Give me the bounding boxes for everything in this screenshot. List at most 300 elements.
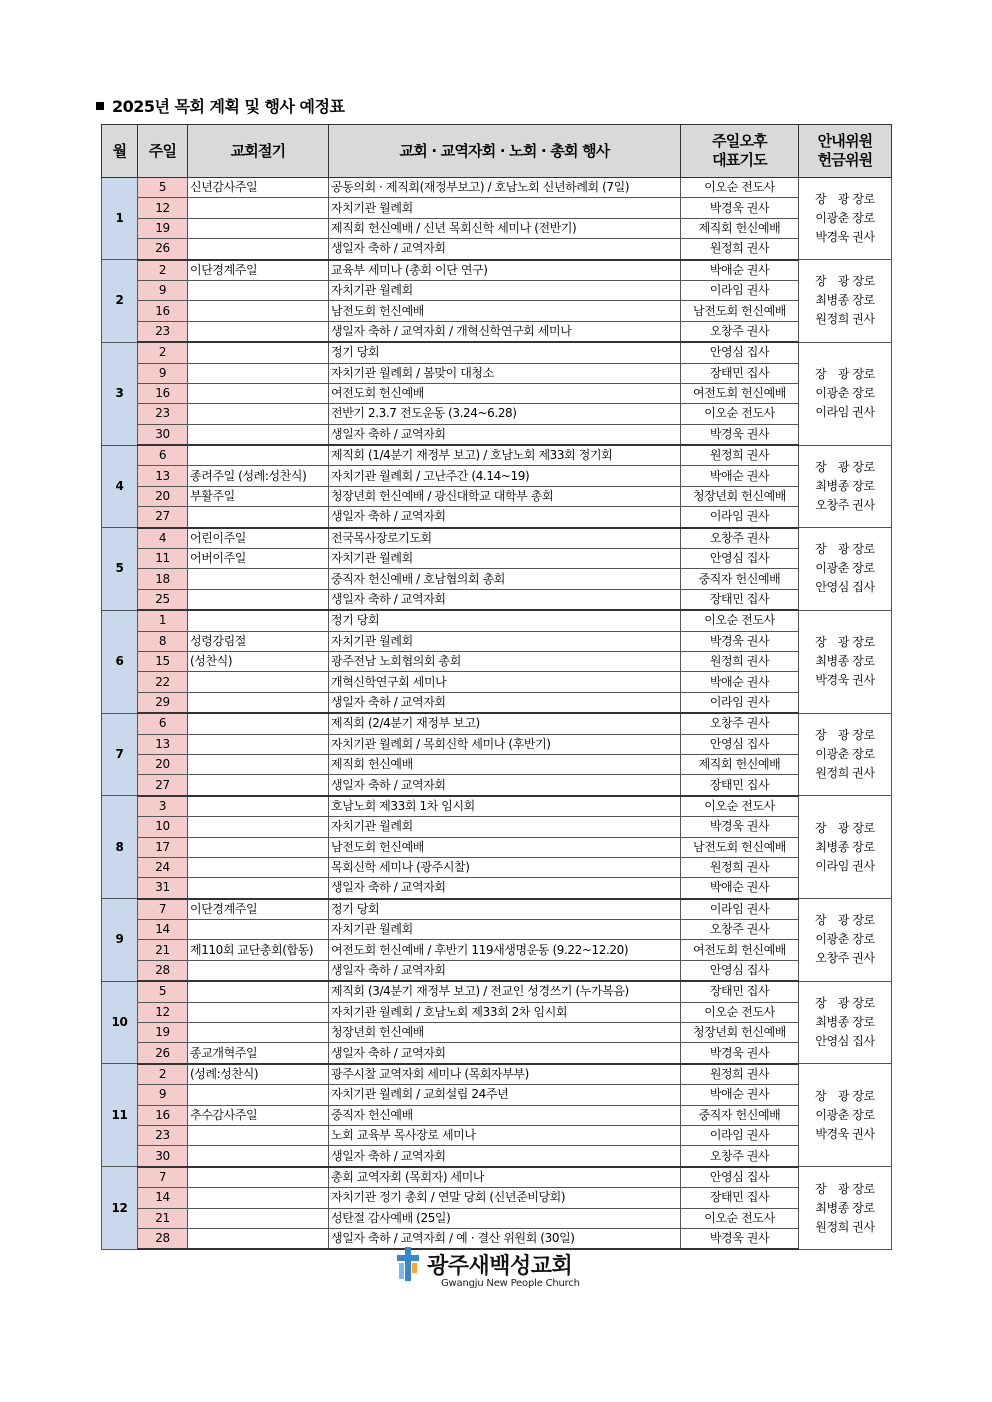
usher-name: 이광춘 장로 bbox=[815, 561, 875, 576]
week-cell: 15 bbox=[138, 651, 188, 671]
week-cell: 26 bbox=[138, 1043, 188, 1064]
prayer-leader-cell: 원정희 권사 bbox=[681, 1064, 799, 1085]
event-cell: 자치기관 정기 총회 / 연말 당회 (신년준비당회) bbox=[329, 1188, 681, 1208]
table-row bbox=[102, 713, 892, 734]
week-cell: 31 bbox=[138, 878, 188, 899]
season-cell bbox=[188, 198, 329, 218]
season-cell: 종교개혁주일 bbox=[188, 1043, 329, 1064]
week-cell: 14 bbox=[138, 920, 188, 940]
header-ushers bbox=[799, 125, 892, 178]
week-cell: 6 bbox=[138, 713, 188, 734]
table-row bbox=[102, 837, 892, 857]
usher-name: 최병종 장로 bbox=[815, 654, 875, 669]
header-leader-line1: 주일오후 bbox=[712, 132, 767, 150]
event-cell: 여전도회 헌신예배 / 후반기 119새생명운동 (9.22~12.20) bbox=[329, 940, 681, 960]
page-title bbox=[96, 94, 344, 117]
season-cell: 어버이주일 bbox=[188, 549, 329, 569]
ushers-cell bbox=[799, 1167, 892, 1250]
event-cell: 제직회 (2/4분기 재정부 보고) bbox=[329, 713, 681, 734]
season-cell bbox=[188, 424, 329, 445]
season-cell bbox=[188, 610, 329, 631]
event-cell: 정기 당회 bbox=[329, 342, 681, 363]
ushers-cell bbox=[799, 178, 892, 260]
week-cell: 3 bbox=[138, 796, 188, 817]
month-cell: 2 bbox=[102, 260, 138, 343]
season-cell bbox=[188, 796, 329, 817]
event-cell: 자치기관 월례회 / 봄맞이 대청소 bbox=[329, 363, 681, 383]
ushers-cell bbox=[799, 981, 892, 1064]
table-row bbox=[102, 817, 892, 837]
event-cell: 제직회 (1/4분기 재정부 보고) / 호남노회 제33회 정기회 bbox=[329, 445, 681, 466]
event-cell: 중직자 헌신예배 bbox=[329, 1105, 681, 1125]
week-cell: 16 bbox=[138, 1105, 188, 1125]
week-cell: 16 bbox=[138, 301, 188, 321]
usher-name: 장 광 장로 bbox=[815, 727, 875, 742]
event-cell: 전국목사장로기도회 bbox=[329, 528, 681, 549]
usher-name: 장 광 장로 bbox=[815, 1088, 875, 1103]
event-cell: 생일자 축하 / 교역자회 bbox=[329, 1043, 681, 1064]
event-cell: 광주시찰 교역자회 세미나 (목회자부부) bbox=[329, 1064, 681, 1085]
event-cell: 생일자 축하 / 교역자회 bbox=[329, 424, 681, 445]
usher-name: 이라임 권사 bbox=[815, 405, 875, 420]
season-cell bbox=[188, 280, 329, 300]
prayer-leader-cell: 오창주 권사 bbox=[681, 920, 799, 940]
prayer-leader-cell: 원정희 권사 bbox=[681, 857, 799, 877]
season-cell: (성찬식) bbox=[188, 651, 329, 671]
table-row bbox=[102, 1085, 892, 1105]
ushers-cell bbox=[799, 260, 892, 343]
event-cell: 호남노회 제33회 1차 임시회 bbox=[329, 796, 681, 817]
week-cell: 5 bbox=[138, 981, 188, 1002]
prayer-leader-cell: 이라임 권사 bbox=[681, 692, 799, 713]
prayer-leader-cell: 박경욱 권사 bbox=[681, 424, 799, 445]
event-cell: 제직회 헌신예배 bbox=[329, 754, 681, 774]
prayer-leader-cell: 원정희 권사 bbox=[681, 445, 799, 466]
usher-name: 장 광 장로 bbox=[815, 459, 875, 474]
season-cell bbox=[188, 734, 329, 754]
table-row bbox=[102, 610, 892, 631]
season-cell bbox=[188, 218, 329, 238]
week-cell: 24 bbox=[138, 857, 188, 877]
week-cell: 27 bbox=[138, 775, 188, 796]
season-cell: 부활주일 bbox=[188, 486, 329, 506]
event-cell: 개혁신학연구회 세미나 bbox=[329, 672, 681, 692]
church-logo bbox=[397, 1247, 597, 1293]
season-cell bbox=[188, 404, 329, 424]
week-cell: 20 bbox=[138, 754, 188, 774]
table-row bbox=[102, 239, 892, 260]
season-cell bbox=[188, 342, 329, 363]
season-cell bbox=[188, 878, 329, 899]
week-cell: 18 bbox=[138, 569, 188, 589]
week-cell: 28 bbox=[138, 1228, 188, 1249]
week-cell: 2 bbox=[138, 1064, 188, 1085]
season-cell bbox=[188, 692, 329, 713]
month-cell: 8 bbox=[102, 796, 138, 899]
usher-name: 최병종 장로 bbox=[815, 478, 875, 493]
week-cell: 21 bbox=[138, 940, 188, 960]
event-cell: 여전도회 헌신예배 bbox=[329, 383, 681, 403]
prayer-leader-cell: 박경욱 권사 bbox=[681, 631, 799, 651]
event-cell: 자치기관 월례회 / 목회신학 세미나 (후반기) bbox=[329, 734, 681, 754]
table-row bbox=[102, 940, 892, 960]
week-cell: 14 bbox=[138, 1188, 188, 1208]
month-cell: 1 bbox=[102, 178, 138, 260]
usher-name: 박경욱 권사 bbox=[815, 1126, 875, 1141]
table-row bbox=[102, 404, 892, 424]
table-row bbox=[102, 1125, 892, 1145]
week-cell: 7 bbox=[138, 899, 188, 920]
table-row bbox=[102, 1064, 892, 1085]
usher-name: 안영심 집사 bbox=[815, 1034, 875, 1049]
week-cell: 2 bbox=[138, 260, 188, 281]
header-ushers-line1: 안내위원 bbox=[817, 132, 873, 150]
event-cell: 목회신학 세미나 (광주시찰) bbox=[329, 857, 681, 877]
ushers-cell bbox=[799, 713, 892, 796]
event-cell: 자치기관 월례회 bbox=[329, 817, 681, 837]
prayer-leader-cell: 오창주 권사 bbox=[681, 528, 799, 549]
table-row bbox=[102, 424, 892, 445]
table-row bbox=[102, 466, 892, 486]
week-cell: 30 bbox=[138, 424, 188, 445]
prayer-leader-cell: 이라임 권사 bbox=[681, 899, 799, 920]
prayer-leader-cell: 여전도회 헌신예배 bbox=[681, 383, 799, 403]
event-cell: 생일자 축하 / 교역자회 bbox=[329, 775, 681, 796]
week-cell: 9 bbox=[138, 1085, 188, 1105]
week-cell: 19 bbox=[138, 218, 188, 238]
square-bullet-icon bbox=[96, 102, 104, 110]
prayer-leader-cell: 중직자 헌신예배 bbox=[681, 569, 799, 589]
month-cell: 4 bbox=[102, 445, 138, 528]
prayer-leader-cell: 박경욱 권사 bbox=[681, 198, 799, 218]
ushers-cell bbox=[799, 796, 892, 899]
table-row bbox=[102, 960, 892, 981]
week-cell: 19 bbox=[138, 1023, 188, 1043]
prayer-leader-cell: 박애순 권사 bbox=[681, 878, 799, 899]
event-cell: 청장년회 헌신예배 / 광신대학교 대학부 총회 bbox=[329, 486, 681, 506]
week-cell: 6 bbox=[138, 445, 188, 466]
prayer-leader-cell: 제직회 헌신예배 bbox=[681, 754, 799, 774]
prayer-leader-cell: 박애순 권사 bbox=[681, 672, 799, 692]
event-cell: 생일자 축하 / 교역자회 bbox=[329, 507, 681, 528]
usher-name: 원정희 권사 bbox=[815, 1219, 875, 1234]
season-cell bbox=[188, 981, 329, 1002]
week-cell: 26 bbox=[138, 239, 188, 260]
table-row bbox=[102, 342, 892, 363]
usher-name: 장 광 장로 bbox=[815, 913, 875, 928]
week-cell: 5 bbox=[138, 178, 188, 198]
event-cell: 생일자 축하 / 교역자회 bbox=[329, 589, 681, 610]
season-cell bbox=[188, 713, 329, 734]
table-row bbox=[102, 178, 892, 198]
month-cell: 11 bbox=[102, 1064, 138, 1167]
month-cell: 9 bbox=[102, 899, 138, 982]
season-cell bbox=[188, 1188, 329, 1208]
prayer-leader-cell: 안영심 집사 bbox=[681, 549, 799, 569]
week-cell: 12 bbox=[138, 198, 188, 218]
table-row bbox=[102, 981, 892, 1002]
event-cell: 자치기관 월례회 bbox=[329, 549, 681, 569]
season-cell: (성례:성찬식) bbox=[188, 1064, 329, 1085]
prayer-leader-cell: 안영심 집사 bbox=[681, 960, 799, 981]
usher-name: 장 광 장로 bbox=[815, 635, 875, 650]
season-cell bbox=[188, 301, 329, 321]
season-cell bbox=[188, 445, 329, 466]
week-cell: 1 bbox=[138, 610, 188, 631]
usher-name: 이광춘 장로 bbox=[815, 386, 875, 401]
prayer-leader-cell: 박경욱 권사 bbox=[681, 1228, 799, 1249]
table-row bbox=[102, 363, 892, 383]
table-row bbox=[102, 549, 892, 569]
season-cell bbox=[188, 1146, 329, 1167]
event-cell: 자치기관 월례회 bbox=[329, 280, 681, 300]
season-cell bbox=[188, 754, 329, 774]
title-text: 2025년 목회 계획 및 행사 예정표 bbox=[112, 97, 345, 116]
event-cell: 제직회 (3/4분기 재정부 보고) / 전교인 성경쓰기 (누가복음) bbox=[329, 981, 681, 1002]
event-cell: 광주전남 노회협의회 총회 bbox=[329, 651, 681, 671]
week-cell: 22 bbox=[138, 672, 188, 692]
week-cell: 23 bbox=[138, 1125, 188, 1145]
season-cell: 어린이주일 bbox=[188, 528, 329, 549]
season-cell bbox=[188, 239, 329, 260]
week-cell: 29 bbox=[138, 692, 188, 713]
week-cell: 20 bbox=[138, 486, 188, 506]
month-cell: 7 bbox=[102, 713, 138, 796]
event-cell: 제직회 헌신예배 / 신년 목회신학 세미나 (전반기) bbox=[329, 218, 681, 238]
prayer-leader-cell: 중직자 헌신예배 bbox=[681, 1105, 799, 1125]
event-cell: 자치기관 월례회 / 호남노회 제33회 2차 임시회 bbox=[329, 1002, 681, 1022]
usher-name: 최병종 장로 bbox=[815, 293, 875, 308]
season-cell bbox=[188, 1085, 329, 1105]
event-cell: 생일자 축하 / 교역자회 / 개혁신학연구회 세미나 bbox=[329, 321, 681, 342]
prayer-leader-cell: 이오순 전도사 bbox=[681, 796, 799, 817]
prayer-leader-cell: 청장년회 헌신예배 bbox=[681, 486, 799, 506]
event-cell: 정기 당회 bbox=[329, 899, 681, 920]
table-row bbox=[102, 589, 892, 610]
prayer-leader-cell: 청장년회 헌신예배 bbox=[681, 1023, 799, 1043]
prayer-leader-cell: 제직회 헌신예배 bbox=[681, 218, 799, 238]
prayer-leader-cell: 박애순 권사 bbox=[681, 1085, 799, 1105]
table-row bbox=[102, 260, 892, 281]
table-row bbox=[102, 1146, 892, 1167]
usher-name: 박경욱 권사 bbox=[815, 230, 875, 245]
event-cell: 자치기관 월례회 / 교회설립 24주년 bbox=[329, 1085, 681, 1105]
event-cell: 생일자 축하 / 교역자회 bbox=[329, 692, 681, 713]
usher-name: 원정희 권사 bbox=[815, 312, 875, 327]
usher-name: 이라임 권사 bbox=[815, 858, 875, 873]
table-row bbox=[102, 754, 892, 774]
schedule-body bbox=[102, 178, 892, 1250]
event-cell: 성탄절 감사예배 (25일) bbox=[329, 1208, 681, 1228]
week-cell: 23 bbox=[138, 321, 188, 342]
usher-name: 오창주 권사 bbox=[815, 951, 875, 966]
header-leader-line2: 대표기도 bbox=[712, 151, 767, 169]
event-cell: 생일자 축하 / 교역자회 bbox=[329, 1146, 681, 1167]
season-cell bbox=[188, 1208, 329, 1228]
week-cell: 8 bbox=[138, 631, 188, 651]
week-cell: 9 bbox=[138, 280, 188, 300]
event-cell: 생일자 축하 / 교역자회 bbox=[329, 960, 681, 981]
prayer-leader-cell: 박애순 권사 bbox=[681, 466, 799, 486]
prayer-leader-cell: 남전도회 헌신예배 bbox=[681, 301, 799, 321]
month-cell: 10 bbox=[102, 981, 138, 1064]
usher-name: 장 광 장로 bbox=[815, 820, 875, 835]
season-cell: 종려주일 (성례:성찬식) bbox=[188, 466, 329, 486]
season-cell bbox=[188, 363, 329, 383]
table-row bbox=[102, 1167, 892, 1188]
prayer-leader-cell: 오창주 권사 bbox=[681, 713, 799, 734]
event-cell: 중직자 헌신예배 / 호남협의회 총회 bbox=[329, 569, 681, 589]
table-row bbox=[102, 1043, 892, 1064]
prayer-leader-cell: 이오순 전도사 bbox=[681, 1208, 799, 1228]
prayer-leader-cell: 이오순 전도사 bbox=[681, 610, 799, 631]
event-cell: 정기 당회 bbox=[329, 610, 681, 631]
usher-name: 이광춘 장로 bbox=[815, 932, 875, 947]
usher-name: 안영심 집사 bbox=[815, 580, 875, 595]
event-cell: 남전도회 헌신예배 bbox=[329, 837, 681, 857]
table-row bbox=[102, 1188, 892, 1208]
month-cell: 12 bbox=[102, 1167, 138, 1250]
season-cell bbox=[188, 672, 329, 692]
usher-name: 최병종 장로 bbox=[815, 1015, 875, 1030]
table-row bbox=[102, 899, 892, 920]
season-cell bbox=[188, 1002, 329, 1022]
church-name: 광주새백성교회 bbox=[427, 1254, 573, 1279]
table-row bbox=[102, 218, 892, 238]
week-cell: 13 bbox=[138, 466, 188, 486]
ushers-cell bbox=[799, 610, 892, 713]
season-cell bbox=[188, 960, 329, 981]
prayer-leader-cell: 남전도회 헌신예배 bbox=[681, 837, 799, 857]
week-cell: 9 bbox=[138, 363, 188, 383]
season-cell bbox=[188, 1125, 329, 1145]
season-cell bbox=[188, 1167, 329, 1188]
header-leader bbox=[681, 125, 799, 178]
usher-name: 장 광 장로 bbox=[815, 1181, 875, 1196]
season-cell bbox=[188, 589, 329, 610]
event-cell: 자치기관 월례회 bbox=[329, 631, 681, 651]
prayer-leader-cell: 장태민 집사 bbox=[681, 1188, 799, 1208]
usher-name: 이광춘 장로 bbox=[815, 746, 875, 761]
prayer-leader-cell: 오창주 권사 bbox=[681, 1146, 799, 1167]
usher-name: 최병종 장로 bbox=[815, 839, 875, 854]
table-row bbox=[102, 651, 892, 671]
week-cell: 10 bbox=[138, 817, 188, 837]
table-row bbox=[102, 672, 892, 692]
prayer-leader-cell: 장태민 집사 bbox=[681, 775, 799, 796]
prayer-leader-cell: 이라임 권사 bbox=[681, 507, 799, 528]
table-row bbox=[102, 486, 892, 506]
event-cell: 교육부 세미나 (총회 이단 연구) bbox=[329, 260, 681, 281]
prayer-leader-cell: 이라임 권사 bbox=[681, 1125, 799, 1145]
season-cell: 제110회 교단총회(합동) bbox=[188, 940, 329, 960]
table-row bbox=[102, 528, 892, 549]
week-cell: 25 bbox=[138, 589, 188, 610]
usher-name: 최병종 장로 bbox=[815, 1200, 875, 1215]
prayer-leader-cell: 이오순 전도사 bbox=[681, 178, 799, 198]
table-row bbox=[102, 878, 892, 899]
table-row bbox=[102, 198, 892, 218]
season-cell bbox=[188, 1023, 329, 1043]
ushers-cell bbox=[799, 342, 892, 445]
usher-name: 이광춘 장로 bbox=[815, 211, 875, 226]
event-cell: 생일자 축하 / 교역자회 bbox=[329, 239, 681, 260]
header-week: 주일 bbox=[138, 125, 188, 178]
table-row bbox=[102, 1208, 892, 1228]
season-cell bbox=[188, 817, 329, 837]
season-cell: 이단경계주일 bbox=[188, 899, 329, 920]
header-ushers-line2: 헌금위원 bbox=[817, 151, 873, 169]
prayer-leader-cell: 원정희 권사 bbox=[681, 239, 799, 260]
event-cell: 자치기관 월례회 bbox=[329, 920, 681, 940]
event-cell: 생일자 축하 / 교역자회 / 예 · 결산 위원회 (30일) bbox=[329, 1228, 681, 1249]
table-header-row bbox=[102, 125, 892, 178]
prayer-leader-cell: 이오순 전도사 bbox=[681, 1002, 799, 1022]
season-cell: 신년감사주일 bbox=[188, 178, 329, 198]
month-cell: 5 bbox=[102, 528, 138, 611]
table-row bbox=[102, 1023, 892, 1043]
prayer-leader-cell: 오창주 권사 bbox=[681, 321, 799, 342]
usher-name: 오창주 권사 bbox=[815, 497, 875, 512]
table-row bbox=[102, 920, 892, 940]
season-cell: 성령강림절 bbox=[188, 631, 329, 651]
week-cell: 4 bbox=[138, 528, 188, 549]
ushers-cell bbox=[799, 445, 892, 528]
week-cell: 23 bbox=[138, 404, 188, 424]
usher-name: 원정희 권사 bbox=[815, 765, 875, 780]
season-cell bbox=[188, 857, 329, 877]
season-cell bbox=[188, 920, 329, 940]
season-cell bbox=[188, 1228, 329, 1249]
table-row bbox=[102, 383, 892, 403]
usher-name: 장 광 장로 bbox=[815, 274, 875, 289]
week-cell: 12 bbox=[138, 1002, 188, 1022]
ushers-cell bbox=[799, 1064, 892, 1167]
usher-name: 이광춘 장로 bbox=[815, 1107, 875, 1122]
event-cell: 남전도회 헌신예배 bbox=[329, 301, 681, 321]
header-month: 월 bbox=[102, 125, 138, 178]
ushers-cell bbox=[799, 899, 892, 982]
prayer-leader-cell: 이오순 전도사 bbox=[681, 404, 799, 424]
event-cell: 공동의회 · 제직회(재정부보고) / 호남노회 신년하례회 (7일) bbox=[329, 178, 681, 198]
prayer-leader-cell: 안영심 집사 bbox=[681, 734, 799, 754]
prayer-leader-cell: 박애순 권사 bbox=[681, 260, 799, 281]
prayer-leader-cell: 장태민 집사 bbox=[681, 363, 799, 383]
ushers-cell bbox=[799, 528, 892, 611]
week-cell: 16 bbox=[138, 383, 188, 403]
season-cell: 이단경계주일 bbox=[188, 260, 329, 281]
prayer-leader-cell: 안영심 집사 bbox=[681, 1167, 799, 1188]
prayer-leader-cell: 박경욱 권사 bbox=[681, 1043, 799, 1064]
prayer-leader-cell: 안영심 집사 bbox=[681, 342, 799, 363]
week-cell: 21 bbox=[138, 1208, 188, 1228]
season-cell: 추수감사주일 bbox=[188, 1105, 329, 1125]
church-english-name: Gwangju New People Church bbox=[441, 1278, 580, 1289]
week-cell: 28 bbox=[138, 960, 188, 981]
week-cell: 11 bbox=[138, 549, 188, 569]
event-cell: 총회 교역자회 (목회자) 세미나 bbox=[329, 1167, 681, 1188]
table-row bbox=[102, 1105, 892, 1125]
table-row bbox=[102, 301, 892, 321]
table-row bbox=[102, 734, 892, 754]
header-events: 교회 · 교역자회 · 노회 · 총회 행사 bbox=[329, 125, 681, 178]
usher-name: 장 광 장로 bbox=[815, 542, 875, 557]
season-cell bbox=[188, 507, 329, 528]
table-row bbox=[102, 445, 892, 466]
season-cell bbox=[188, 775, 329, 796]
table-row bbox=[102, 857, 892, 877]
month-cell: 3 bbox=[102, 342, 138, 445]
